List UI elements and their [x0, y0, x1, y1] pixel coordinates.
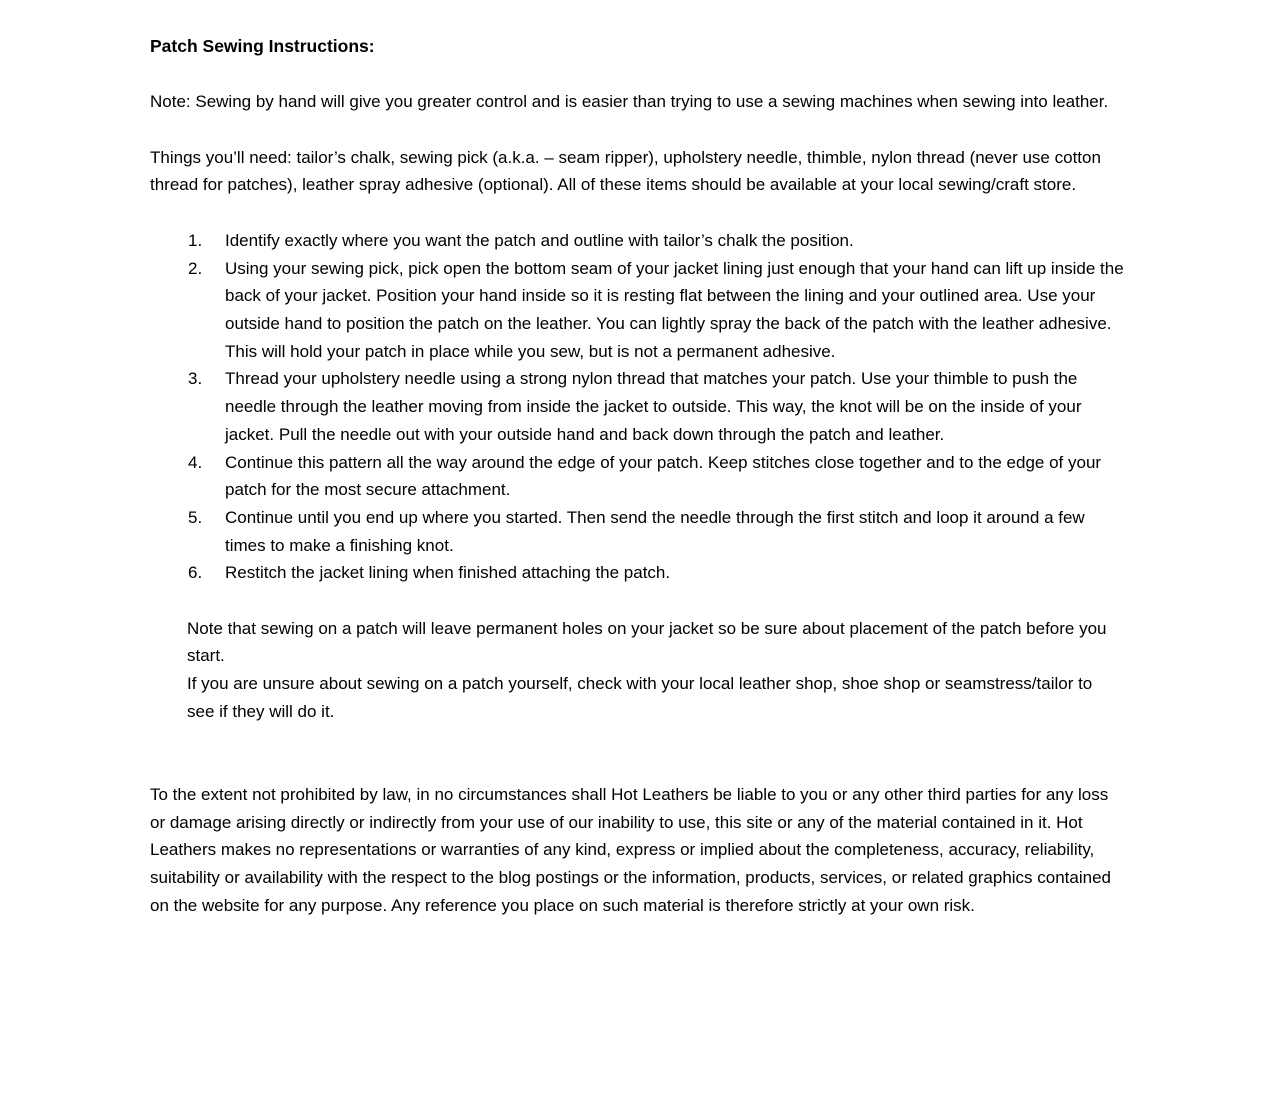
list-item-number: 3. — [188, 369, 203, 389]
placement-note: Note that sewing on a patch will leave permanent holes on your jacket so be sure about placement of the patch before you start. — [187, 618, 1107, 666]
list-item — [150, 449, 1125, 504]
note-paragraph: Note: Sewing by hand will give you greater control and is easier than trying to use a sewing machines when sewing into leather. — [150, 92, 1109, 112]
list-item-number: 4. — [188, 452, 203, 472]
list-item-number: 1. — [188, 230, 203, 250]
list-item-text: Identify exactly where you want the patch and outline with tailor’s chalk the position. — [225, 230, 854, 250]
list-item-text: Restitch the jacket lining when finished attaching the patch. — [225, 563, 671, 583]
list-item-number: 2. — [188, 258, 203, 278]
unsure-note: If you are unsure about sewing on a patch yourself, check with your local leather shop, shoe shop or seamstress/tailor to see if they will do it. — [187, 674, 1093, 721]
list-item-number: 5. — [188, 507, 203, 527]
list-item — [150, 504, 1125, 559]
list-item-text: Continue until you end up where you started. Then send the needle through the first stitch and loop it around a few times to make a finishing knot. — [225, 507, 1085, 555]
list-item — [150, 559, 1125, 587]
things-needed-paragraph: Things you’ll need: tailor’s chalk, sewing pick (a.k.a. – seam ripper), upholstery needle, thimble, nylon thread (never use cotton thread for patches), leather spray adhesive (optional). All of these items should be available at your local sewing/craft store. — [150, 147, 1101, 195]
list-item — [150, 227, 1125, 255]
page-title: Patch Sewing Instructions: — [150, 36, 375, 56]
list-item-number: 6. — [188, 563, 203, 583]
placement-note-block — [187, 615, 1120, 726]
list-item — [150, 255, 1125, 366]
list-item-text: Using your sewing pick, pick open the bottom seam of your jacket lining just enough that your hand can lift up inside the back of your jacket. Position your hand inside so it is resting flat between the lining and your outlined area. Use your outside hand to position the patch on the leather. You can lightly spray the back of the patch with the leather adhesive. This will hold your patch in place while you sew, but is not a permanent adhesive. — [225, 258, 1124, 361]
list-item — [150, 365, 1125, 448]
list-item-text: Thread your upholstery needle using a strong nylon thread that matches your patch. Use your thimble to push the needle through the leather moving from inside the jacket to outside. This way, the knot will be on the inside of your jacket. Pull the needle out with your outside hand and back down through the patch and leather. — [225, 369, 1082, 444]
list-item-text: Continue this pattern all the way around the edge of your patch. Keep stitches close together and to the edge of your patch for the most secure attachment. — [225, 452, 1102, 500]
instructions-list — [150, 227, 1125, 587]
legal-disclaimer: To the extent not prohibited by law, in no circumstances shall Hot Leathers be liable to you or any other third parties for any loss or damage arising directly or indirectly from your use of our inability to use, this site or any of the material contained in it. Hot Leathers makes no representations or warranties of any kind, express or implied about the completeness, accuracy, reliability, suitability or availability with the respect to the blog postings or the information, products, services, or related graphics contained on the website for any purpose. Any reference you place on such material is therefore strictly at your own risk. — [150, 784, 1111, 915]
